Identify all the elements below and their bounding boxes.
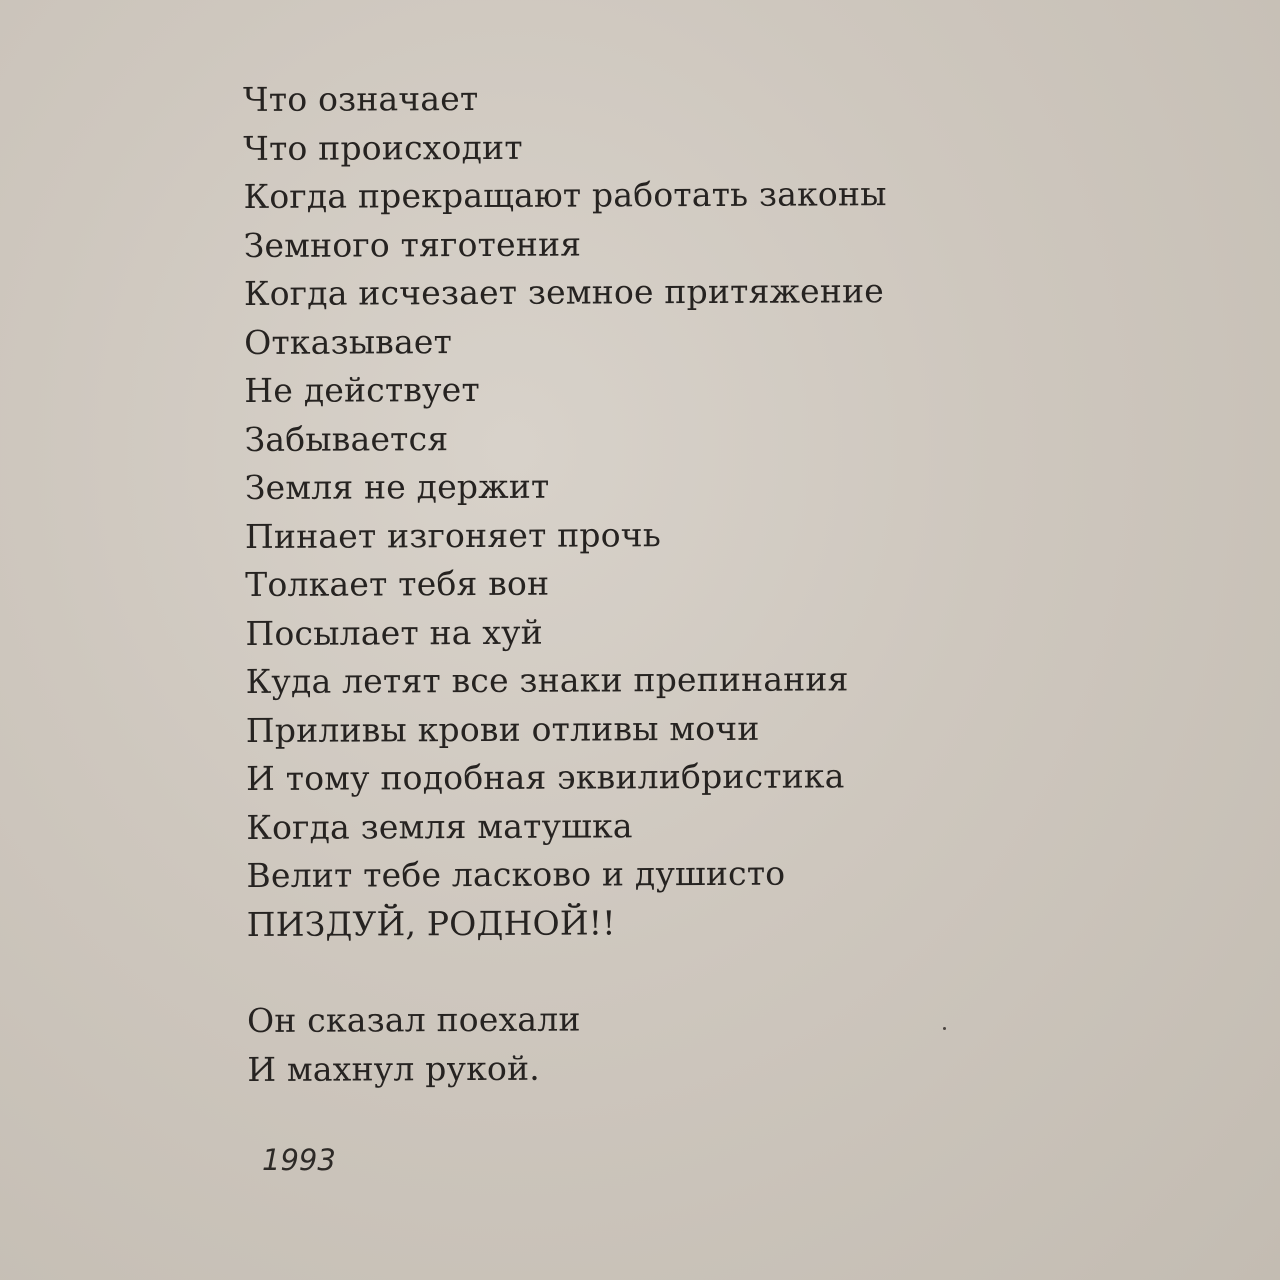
poem-line: Отказывает	[244, 321, 453, 362]
poem-line: Земля не держит	[244, 466, 550, 507]
poem-line: Посылает на хуй	[245, 612, 544, 653]
poem-line: Приливы крови отливы мочи	[245, 708, 760, 750]
poem-line: Толкает тебя вон	[245, 563, 550, 604]
poem-line: И махнул рукой.	[247, 1048, 541, 1089]
poem-line: Куда летят все знаки препинания	[245, 659, 849, 701]
poem-line: Что означает	[243, 78, 479, 119]
poem-line: Когда исчезает земное притяжение	[243, 271, 885, 313]
poem-line: Земного тяготения	[243, 224, 582, 265]
poem-line: Когда прекращают работать законы	[243, 174, 887, 216]
poem-text	[243, 73, 1007, 1094]
paper-speck	[943, 1027, 946, 1030]
poem-line: Пинает изгоняет прочь	[244, 514, 662, 556]
poem-line: Когда земля матушка	[246, 805, 633, 847]
stanza-break	[247, 946, 1007, 997]
poem-line: Не действует	[244, 369, 481, 410]
poem-year: 1993	[262, 1143, 336, 1177]
poem-line: Что происходит	[243, 127, 523, 168]
poem-line: ПИЗДУЙ, РОДНОЙ!!	[246, 902, 616, 944]
poem-line: Велит тебе ласково и душисто	[246, 853, 786, 895]
poem-line: Забывается	[244, 418, 449, 459]
poem-line: Он сказал поехали	[247, 999, 581, 1040]
poem-line: И тому подобная эквилибристика	[245, 756, 845, 798]
